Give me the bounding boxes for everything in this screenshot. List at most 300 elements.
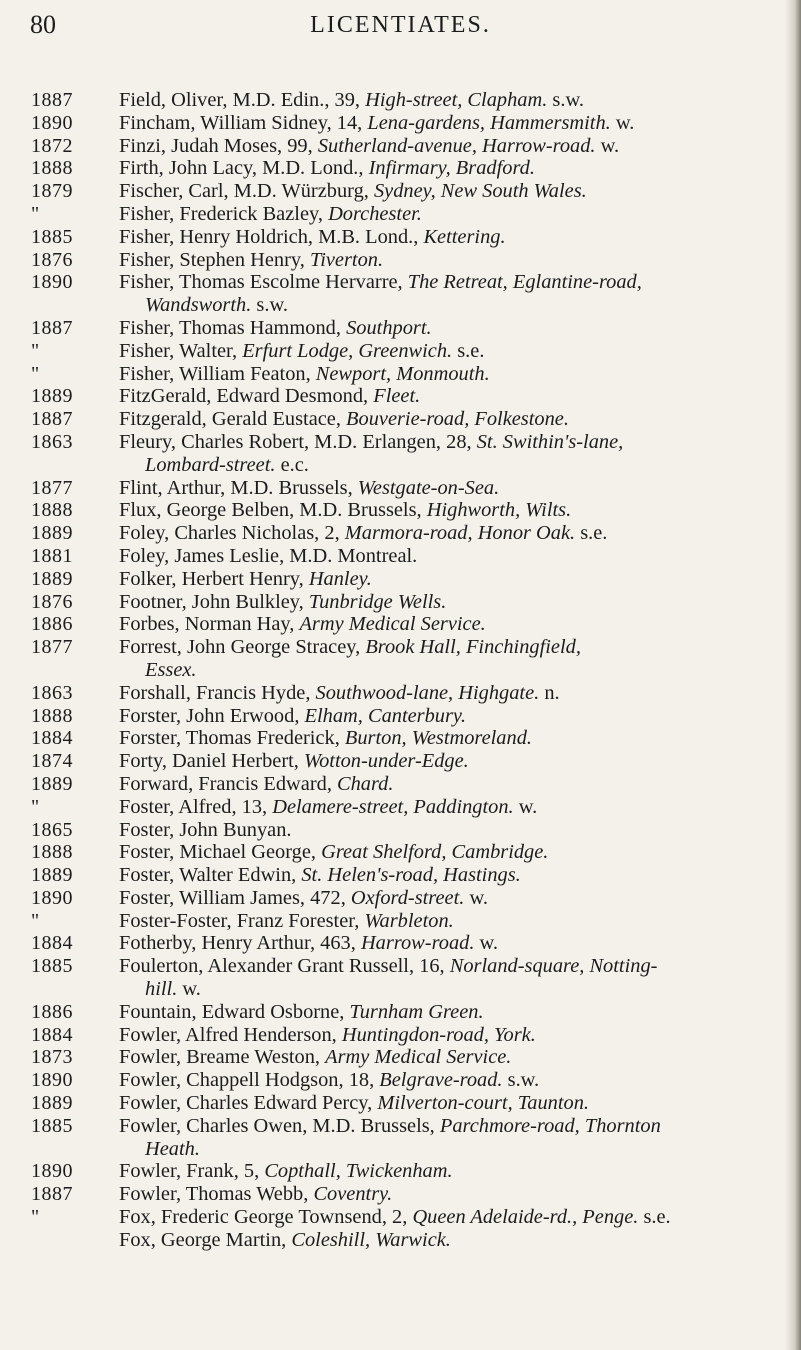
- entry-name: Flux, George Belben, M.D. Brussels,: [119, 499, 427, 522]
- list-item: [0, 180, 801, 203]
- entry-name: Fowler, Frank, 5,: [119, 1160, 265, 1183]
- entry-text: [119, 773, 774, 796]
- entry-text: [119, 1115, 774, 1161]
- entry-text: [119, 408, 774, 431]
- entry-name: Fisher, Thomas Hammond,: [119, 316, 347, 339]
- entry-address: hill.: [145, 978, 178, 1001]
- entry-line: [119, 910, 774, 933]
- entry-name: Forshall, Francis Hyde,: [119, 681, 316, 704]
- entry-text: [119, 864, 774, 887]
- entry-address: Turnham Green.: [349, 1000, 484, 1023]
- entry-year: 1876: [31, 590, 73, 613]
- entry-address: St. Swithin's-lane,: [476, 430, 624, 453]
- entry-year: 1885: [31, 1114, 73, 1137]
- entry-year: 1889: [31, 567, 73, 590]
- entry-name: Foulerton, Alexander Grant Russell, 16,: [119, 955, 450, 978]
- entry-year: 1890: [31, 886, 73, 909]
- entry-name: Fleury, Charles Robert, M.D. Erlangen, 28,: [119, 430, 477, 453]
- list-item: [0, 157, 801, 180]
- entry-year: 1890: [31, 1160, 73, 1183]
- entry-address: Belgrave-road.: [379, 1069, 503, 1092]
- entry-address: Southwood-lane, Highgate.: [315, 681, 540, 704]
- entry-name: Forrest, John George Stracey,: [119, 636, 366, 659]
- entry-line: [119, 796, 774, 819]
- list-item: [0, 841, 801, 864]
- entry-name: Fischer, Carl, M.D. Würzburg,: [119, 180, 374, 203]
- entry-year: 1885: [31, 955, 73, 978]
- entry-text: [119, 932, 774, 955]
- entry-address: Harrow-road.: [360, 932, 475, 955]
- entry-line: [119, 932, 774, 955]
- entry-year: 1887: [31, 316, 73, 339]
- list-item: [0, 545, 801, 568]
- list-item: [0, 317, 801, 340]
- list-item: [0, 773, 801, 796]
- entry-name: Field, Oliver, M.D. Edin., 39,: [119, 89, 366, 111]
- entry-district: s.w.: [502, 1069, 540, 1092]
- entry-name: Firth, John Lacy, M.D. Lond.,: [119, 157, 369, 180]
- entry-line: [119, 363, 774, 386]
- entry-name: Fisher, Walter,: [119, 339, 243, 362]
- entry-line: [119, 1046, 774, 1069]
- entry-name: Forward, Francis Edward,: [119, 772, 338, 795]
- entry-name: Flint, Arthur, M.D. Brussels,: [119, 476, 358, 499]
- entry-text: [119, 1046, 774, 1069]
- entry-text: [119, 1001, 774, 1024]
- entry-name: FitzGerald, Edward Desmond,: [119, 385, 374, 408]
- entry-name: Forster, John Erwood,: [119, 704, 305, 727]
- entry-text: [119, 112, 774, 135]
- entry-line: [119, 841, 774, 864]
- list-item: [0, 340, 801, 363]
- entry-address: Tunbridge Wells.: [308, 590, 447, 613]
- entry-address: Elham, Canterbury.: [304, 704, 466, 727]
- entry-year: 1884: [31, 1023, 73, 1046]
- entry-year: 1889: [31, 385, 73, 408]
- entry-year: 1886: [31, 1000, 73, 1023]
- entry-text: [119, 887, 774, 910]
- entry-address: Brook Hall, Finchingfield,: [365, 636, 581, 659]
- entry-name: Fowler, Breame Weston,: [119, 1046, 326, 1069]
- entry-address: Chard.: [337, 772, 394, 795]
- list-item: [0, 249, 801, 272]
- entry-line: [119, 1183, 774, 1206]
- entry-name: Fotherby, Henry Arthur, 463,: [119, 932, 361, 955]
- list-item: [0, 955, 801, 1001]
- entry-year: ": [31, 1206, 40, 1229]
- list-item: [0, 1001, 801, 1024]
- entry-text: [119, 1069, 774, 1092]
- entry-name: Foster, William James, 472,: [119, 886, 351, 909]
- entry-line: [119, 157, 774, 180]
- entry-line: [119, 750, 774, 773]
- entry-line: [119, 887, 774, 910]
- list-item: [0, 271, 801, 317]
- entry-address: Dorchester.: [328, 202, 422, 225]
- entry-line: [119, 385, 774, 408]
- entry-name: Finzi, Judah Moses, 99,: [119, 134, 318, 157]
- entry-text: [119, 226, 774, 249]
- entry-address: Kettering.: [423, 225, 506, 248]
- entry-line: [119, 636, 774, 659]
- entry-district: s.w.: [251, 294, 288, 317]
- entry-address: Norland-square, Notting-: [449, 955, 658, 978]
- entry-address: Heath.: [145, 1137, 200, 1160]
- entry-year: 1888: [31, 499, 73, 522]
- entry-district: w.: [610, 111, 635, 134]
- entry-line: [119, 317, 774, 340]
- entry-year: 1890: [31, 111, 73, 134]
- entry-address: Erfurt Lodge, Greenwich.: [242, 339, 453, 362]
- list-item: [0, 727, 801, 750]
- entry-year: ": [31, 362, 40, 385]
- entry-year: 1873: [31, 1046, 73, 1069]
- entry-line: [119, 135, 774, 158]
- list-item: [0, 477, 801, 500]
- entry-address: Wotton-under-Edge.: [303, 750, 469, 773]
- entry-name: Fisher, Thomas Escolme Hervarre,: [119, 271, 408, 294]
- page-edge-shadow: [785, 0, 801, 1350]
- entry-line: [119, 613, 774, 636]
- list-item: [0, 1229, 801, 1252]
- entry-continuation-line: [119, 1138, 774, 1161]
- entry-text: [119, 1160, 774, 1183]
- entry-year: ": [31, 202, 40, 225]
- entry-address: Sydney, New South Wales.: [373, 180, 587, 203]
- entry-line: [119, 340, 774, 363]
- entry-text: [119, 750, 774, 773]
- entry-line: [119, 705, 774, 728]
- list-item: [0, 682, 801, 705]
- list-item: [0, 226, 801, 249]
- list-item: [0, 1046, 801, 1069]
- entry-year: 1889: [31, 864, 73, 887]
- list-item: [0, 636, 801, 682]
- entry-line: [119, 249, 774, 272]
- entry-year: 1879: [31, 180, 73, 203]
- entry-year: ": [31, 339, 40, 362]
- licentiates-list: [0, 89, 801, 1252]
- entry-continuation-line: [119, 978, 774, 1001]
- entry-name: Foster, Alfred, 13,: [119, 795, 273, 818]
- list-item: [0, 796, 801, 819]
- list-item: [0, 910, 801, 933]
- entry-continuation-line: [119, 294, 774, 317]
- entry-line: [119, 1160, 774, 1183]
- entry-name: Forty, Daniel Herbert,: [119, 750, 304, 773]
- entry-line: [119, 522, 774, 545]
- entry-line: [119, 568, 774, 591]
- entry-address: Burton, Westmoreland.: [344, 727, 532, 750]
- list-item: [0, 932, 801, 955]
- entry-line: [119, 682, 774, 705]
- entry-line: [119, 727, 774, 750]
- entry-line: [119, 431, 774, 454]
- entry-year: 1887: [31, 408, 73, 431]
- entry-line: [119, 1069, 774, 1092]
- entry-line: [119, 1229, 774, 1252]
- entry-name: Fitzgerald, Gerald Eustace,: [119, 408, 347, 431]
- list-item: [0, 431, 801, 477]
- entry-line: [119, 89, 774, 112]
- entry-text: [119, 727, 774, 750]
- page-header: [0, 6, 801, 46]
- entry-year: 1876: [31, 248, 73, 271]
- entry-line: [119, 1024, 774, 1047]
- entry-continuation-line: [119, 659, 774, 682]
- entry-address: Westgate-on-Sea.: [357, 476, 500, 499]
- entry-year: 1890: [31, 1069, 73, 1092]
- entry-text: [119, 705, 774, 728]
- entry-name: Foster, Walter Edwin,: [119, 864, 302, 887]
- entry-line: [119, 180, 774, 203]
- entry-text: [119, 89, 774, 112]
- entry-address: Wandsworth.: [145, 294, 252, 317]
- entry-year: 1889: [31, 522, 73, 545]
- entry-name: Footner, John Bulkley,: [119, 590, 309, 613]
- entry-address: The Retreat, Eglantine-road,: [407, 271, 642, 294]
- entry-district: w.: [177, 978, 201, 1001]
- list-item: [0, 203, 801, 226]
- entry-district: w.: [595, 134, 620, 157]
- entry-year: 1889: [31, 772, 73, 795]
- list-item: [0, 135, 801, 158]
- entry-year: 1877: [31, 476, 73, 499]
- entry-address: Bouverie-road, Folkestone.: [346, 408, 569, 431]
- entry-district: s.e.: [638, 1206, 671, 1229]
- list-item: [0, 819, 801, 842]
- entry-line: [119, 226, 774, 249]
- entry-year: 1885: [31, 225, 73, 248]
- entry-name: Fountain, Edward Osborne,: [119, 1000, 350, 1023]
- entry-text: [119, 317, 774, 340]
- entry-name: Fowler, Alfred Henderson,: [119, 1023, 342, 1046]
- entry-address: St. Helen's-road, Hastings.: [301, 864, 521, 887]
- list-item: [0, 864, 801, 887]
- entry-address: Warbleton.: [364, 909, 454, 932]
- entry-line: [119, 477, 774, 500]
- entry-year: 1863: [31, 430, 73, 453]
- entry-year: 1884: [31, 727, 73, 750]
- list-item: [0, 385, 801, 408]
- entry-name: Foley, James Leslie, M.D. Montreal.: [119, 544, 418, 567]
- entry-text: [119, 568, 774, 591]
- entry-address: Army Medical Service.: [325, 1046, 512, 1069]
- entry-line: [119, 1206, 774, 1229]
- entry-text: [119, 636, 774, 682]
- entry-address: Delamere-street, Paddington.: [272, 795, 514, 818]
- entry-address: Milverton-court, Taunton.: [377, 1092, 589, 1115]
- entry-year: 1881: [31, 544, 73, 567]
- list-item: [0, 1160, 801, 1183]
- entry-address: Oxford-street.: [350, 886, 465, 909]
- entry-address: Fleet.: [373, 385, 421, 408]
- entry-year: 1865: [31, 818, 73, 841]
- entry-text: [119, 522, 774, 545]
- entry-name: Forbes, Norman Hay,: [119, 613, 300, 636]
- entry-address: Huntingdon-road, York.: [341, 1023, 536, 1046]
- entry-name: Fisher, Stephen Henry,: [119, 248, 310, 271]
- entry-name: Fox, Frederic George Townsend, 2,: [119, 1206, 413, 1229]
- entry-text: [119, 1092, 774, 1115]
- entry-text: [119, 157, 774, 180]
- entry-text: [119, 841, 774, 864]
- entry-address: Highworth, Wilts.: [426, 499, 572, 522]
- entry-text: [119, 340, 774, 363]
- entry-address: Lena-gardens, Hammersmith.: [367, 111, 611, 134]
- entry-line: [119, 203, 774, 226]
- entry-name: Foley, Charles Nicholas, 2,: [119, 522, 345, 545]
- entry-name: Foster, John Bunyan.: [119, 818, 292, 841]
- entry-line: [119, 499, 774, 522]
- entry-district: s.e.: [452, 339, 485, 362]
- list-item: [0, 1115, 801, 1161]
- entry-continuation-line: [119, 454, 774, 477]
- entry-address: Queen Adelaide-rd., Penge.: [412, 1206, 639, 1229]
- entry-year: 1888: [31, 704, 73, 727]
- entry-text: [119, 385, 774, 408]
- entry-text: [119, 613, 774, 636]
- entry-text: [119, 1206, 774, 1229]
- entry-district: w.: [464, 886, 488, 909]
- entry-name: Forster, Thomas Frederick,: [119, 727, 345, 750]
- entry-line: [119, 591, 774, 614]
- list-item: [0, 613, 801, 636]
- entry-address: High-street, Clapham.: [365, 89, 548, 111]
- list-item: [0, 1092, 801, 1115]
- entry-text: [119, 955, 774, 1001]
- entry-text: [119, 1024, 774, 1047]
- entry-text: [119, 249, 774, 272]
- entry-name: Fowler, Chappell Hodgson, 18,: [119, 1069, 380, 1092]
- entry-text: [119, 819, 774, 842]
- entry-year: 1888: [31, 841, 73, 864]
- entry-district: s.w.: [547, 89, 584, 111]
- list-item: [0, 568, 801, 591]
- entry-year: 1887: [31, 89, 73, 111]
- entry-line: [119, 773, 774, 796]
- entry-district: e.c.: [275, 453, 309, 476]
- page-number: 80: [30, 10, 56, 39]
- entry-year: 1887: [31, 1183, 73, 1206]
- list-item: [0, 750, 801, 773]
- entry-year: 1884: [31, 932, 73, 955]
- entry-line: [119, 1115, 774, 1138]
- entry-name: Fisher, Frederick Bazley,: [119, 202, 329, 225]
- entry-address: Coventry.: [313, 1183, 393, 1206]
- entry-address: Marmora-road, Honor Oak.: [344, 522, 576, 545]
- entry-name: Fox, George Martin,: [119, 1228, 292, 1251]
- entry-district: w.: [513, 795, 538, 818]
- list-item: [0, 1069, 801, 1092]
- entry-text: [119, 545, 774, 568]
- entry-text: [119, 682, 774, 705]
- list-item: [0, 705, 801, 728]
- entry-name: Fisher, Henry Holdrich, M.B. Lond.,: [119, 225, 424, 248]
- entry-name: Fowler, Charles Owen, M.D. Brussels,: [119, 1114, 440, 1137]
- list-item: [0, 522, 801, 545]
- entry-year: ": [31, 909, 40, 932]
- entry-address: Southport.: [346, 316, 432, 339]
- entry-line: [119, 545, 774, 568]
- entry-text: [119, 363, 774, 386]
- entry-text: [119, 135, 774, 158]
- entry-year: 1888: [31, 157, 73, 180]
- entry-address: Hanley.: [308, 567, 372, 590]
- entry-line: [119, 271, 774, 294]
- entry-line: [119, 112, 774, 135]
- entry-district: w.: [474, 932, 499, 955]
- entry-address: Sutherland-avenue, Harrow-road.: [317, 134, 596, 157]
- entry-text: [119, 431, 774, 477]
- entry-address: Copthall, Twickenham.: [264, 1160, 453, 1183]
- entry-address: Tiverton.: [309, 248, 384, 271]
- list-item: [0, 1206, 801, 1229]
- entry-year: 1877: [31, 636, 73, 659]
- entry-name: Fowler, Thomas Webb,: [119, 1183, 314, 1206]
- list-item: [0, 363, 801, 386]
- entry-name: Folker, Herbert Henry,: [119, 567, 309, 590]
- entry-year: 1872: [31, 134, 73, 157]
- entry-text: [119, 1229, 774, 1252]
- entry-address: Coleshill, Warwick.: [291, 1228, 451, 1251]
- entry-name: Fowler, Charles Edward Percy,: [119, 1092, 378, 1115]
- entry-name: Fisher, William Featon,: [119, 362, 316, 385]
- list-item: [0, 89, 801, 112]
- entry-name: Foster-Foster, Franz Forester,: [119, 909, 365, 932]
- list-item: [0, 408, 801, 431]
- running-title: LICENTIATES.: [310, 12, 491, 38]
- entry-text: [119, 591, 774, 614]
- entry-address: Infirmary, Bradford.: [368, 157, 535, 180]
- entry-line: [119, 955, 774, 978]
- entry-line: [119, 864, 774, 887]
- list-item: [0, 887, 801, 910]
- entry-line: [119, 819, 774, 842]
- entry-year: 1863: [31, 681, 73, 704]
- entry-address: Army Medical Service.: [299, 613, 486, 636]
- entry-year: 1889: [31, 1092, 73, 1115]
- list-item: [0, 591, 801, 614]
- entry-address: Great Shelford, Cambridge.: [321, 841, 549, 864]
- entry-text: [119, 1183, 774, 1206]
- entry-year: 1886: [31, 613, 73, 636]
- list-item: [0, 1024, 801, 1047]
- entry-address: Parchmore-road, Thornton: [439, 1114, 661, 1137]
- entry-year: 1890: [31, 271, 73, 294]
- entry-year: 1874: [31, 750, 73, 773]
- entry-district: s.e.: [575, 522, 608, 545]
- entry-text: [119, 796, 774, 819]
- entry-text: [119, 910, 774, 933]
- entry-line: [119, 1092, 774, 1115]
- entry-text: [119, 477, 774, 500]
- entry-text: [119, 203, 774, 226]
- list-item: [0, 499, 801, 522]
- list-item: [0, 112, 801, 135]
- entry-address: Lombard-street.: [145, 453, 276, 476]
- entry-line: [119, 1001, 774, 1024]
- entry-address: Essex.: [145, 658, 197, 681]
- entry-name: Foster, Michael George,: [119, 841, 322, 864]
- entry-text: [119, 499, 774, 522]
- entry-year: ": [31, 795, 40, 818]
- list-item: [0, 1183, 801, 1206]
- entry-district: n.: [539, 681, 560, 704]
- entry-line: [119, 408, 774, 431]
- entry-name: Fincham, William Sidney, 14,: [119, 111, 368, 134]
- entry-text: [119, 271, 774, 317]
